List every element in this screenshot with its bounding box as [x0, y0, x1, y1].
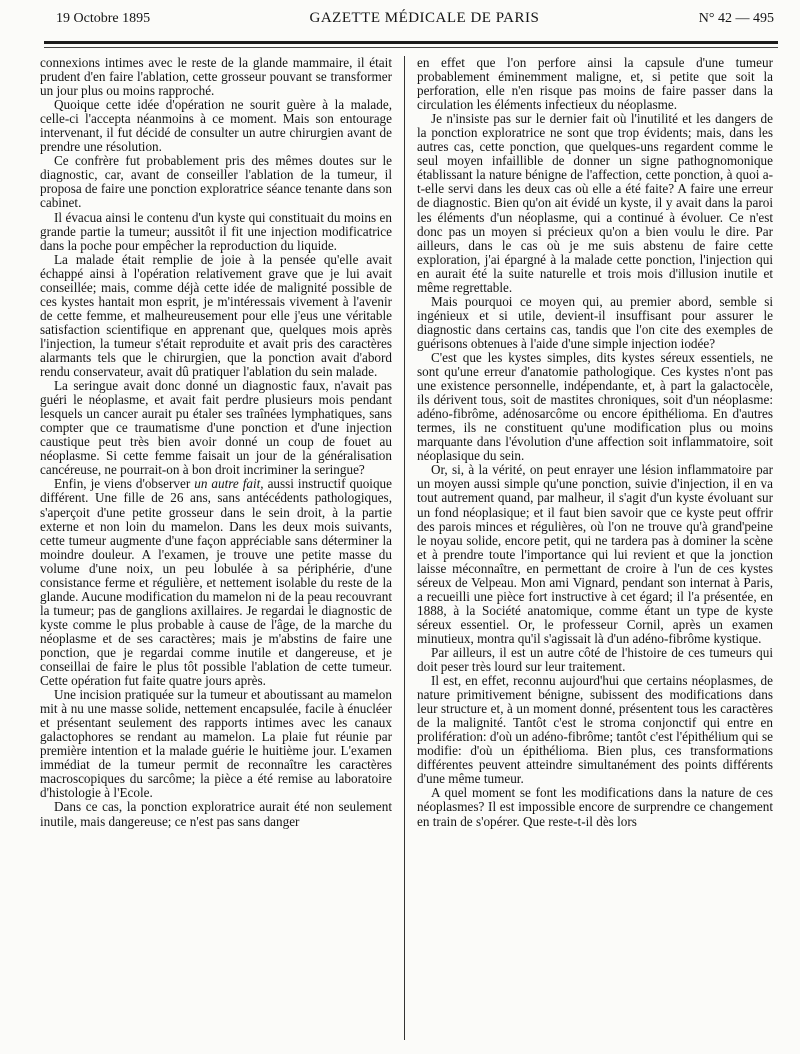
- header-rule: [44, 41, 778, 44]
- paragraph: Je n'insiste pas sur le dernier fait où l'inutilité et les dangers de la ponction exploratrice ne sont que trop évidents; mais, dans les autres cas, cette ponction, que quelques-uns regardent comme le seul moyen infaillible de donner un signe pathognomonique établissant la nature bénigne de l'affection, cette ponction, à quoi a-t-elle servi dans les deux cas où elle a été faite? A faire une erreur de diagnostic. Bien qu'on ait évidé un kyste, il y avait dans la paroi les éléments d'un néoplasme, qui a continué à évoluer. Ce n'est donc pas un moyen si précieux qu'on a bien voulu le dire. Par ailleurs, dans le cas où je me suis abstenu de faire cette exploration, j'ai épargné à la malade cette ponction, l'injection qui en aurait été la suite naturelle et trois mois d'illusion inutile et même regrettable.: [417, 111, 773, 295]
- paragraph: La seringue avait donc donné un diagnostic faux, n'avait pas guéri le néoplasme, et avait fait perdre plusieurs mois pendant lesquels un cancer aurait pu étaler ses traînées lymphatiques, sans compter que ce traumatisme d'une ponction et d'une injection caustique peut très bien avoir donné un coup de fouet au néoplasme. Si cette femme faisait un jour de la généralisation cancéreuse, ne pourrait-on à bon droit incriminer la seringue?: [40, 378, 392, 478]
- paragraph: Par ailleurs, il est un autre côté de l'histoire de ces tumeurs qui doit peser très lourd sur leur traitement.: [417, 644, 773, 675]
- paragraph: connexions intimes avec le reste de la glande mammaire, il était prudent d'en faire l'ablation, cette grosseur pouvant se transformer un jour plus ou moins rapproché.: [40, 56, 392, 99]
- paragraph: Ce confrère fut probablement pris des mêmes doutes sur le diagnostic, car, avant de conseiller l'ablation de la tumeur, il proposa de faire une ponction exploratrice séance tenante dans son cabinet.: [40, 153, 392, 211]
- column-divider: [404, 56, 405, 1040]
- emphasis-text: un autre fait: [194, 476, 261, 492]
- paragraph: Il est, en effet, reconnu aujourd'hui que certains néoplasmes, de nature primitivement bénigne, subissent des modifications dans leur structure et, à un moment donné, présentent tous les caractères de la malignité. Tantôt c'est le stroma conjonctif qui entre en prolifération: d'où un adéno-fibrôme; tantôt c'est l'épithélium qui se modifie: d'où un épithélioma. Bien plus, ces transformations différentes peuvent atteindre simultanément des points différents d'une même tumeur.: [417, 673, 773, 787]
- journal-title: GAZETTE MÉDICALE DE PARIS: [309, 10, 540, 26]
- header-rule-thin: [44, 47, 778, 48]
- paragraph: Or, si, à la vérité, on peut enrayer une lésion inflammatoire par un moyen aussi simple qu'une ponction, suivie d'injection, il en va tout autrement quand, par malheur, il s'agit d'un kyste évoluant sur un fond néoplasique; et il faut bien savoir que ce kyste peut offrir des parois minces et régulières, où l'on ne trouve qu'à grand'peine le noyau solide, encore petit, qui ne tardera pas à dominer la scène et à prendre toute l'importance qui lui revient et que la jonction laisse méconnaître, en permettant de croire à l'un de ces kystes séreux de Velpeau. Mon ami Vignard, pendant son internat à Paris, a recueilli une pièce fort instructive à cet égard; il l'a présentée, en 1888, à la Société anatomique, comme étant un type de kyste séreux essentiel. Or, le professeur Cornil, après un examen minutieux, montra qu'il s'agissait là d'un adéno-fibrôme kystique.: [417, 462, 773, 646]
- paragraph: Dans ce cas, la ponction exploratrice aurait été non seulement inutile, mais dangereuse; ce n'est pas sans danger: [40, 799, 392, 829]
- paragraph: Mais pourquoi ce moyen qui, au premier abord, semble si ingénieux et si utile, devient-il insuffisant pour assurer le diagnostic dans certains cas, tandis que l'on cite des exemples de guérisons obtenues à l'aide d'une simple injection iodée?: [417, 293, 773, 351]
- paragraph: La malade était remplie de joie à la pensée qu'elle avait échappé ainsi à l'opération relativement grave que je lui avait conseillée; mais, comme déjà cette idée de malignité possible de ces kystes hantait mon esprit, je m'intéressais vivement à l'avenir de cette femme, et malheureusement pour elle j'eus une véritable satisfaction scientifique en apprenant que, quelques mois après l'injection, la tumeur s'était reproduite et avait pris des caractères alarmants tels que le chirurgien, que la ponction avait d'abord rendu conservateur, avait dû pratiquer l'ablation du sein malade.: [40, 251, 392, 380]
- page-header: [56, 10, 774, 34]
- paragraph: Quoique cette idée d'opération ne sourit guère à la malade, celle-ci l'accepta néanmoins à ce moment. Mais son entourage intervenant, il fut décidé de consulter un autre chirurgien avant de prendre une résolution.: [40, 97, 392, 155]
- paragraph: [40, 477, 392, 688]
- paragraph-text: , aussi instructif quoique différent. Une fille de 26 ans, sans antécédents pathologiques, s'aperçoit d'une petite grosseur dans le sein droit, à la partie externe et non loin du mamelon. Dans les deux mois suivants, cette tumeur augmente d'une façon appréciable sans déterminer la moindre douleur. A l'examen, je trouve une petite masse du volume d'une noix, un peu lobulée à sa périphérie, d'une consistance ferme et régulière, et nettement isolable du reste de la glande. Aucune modification du mamelon ni de la peau recouvrant la tumeur; pas de ganglions axillaires. Je regardai le diagnostic de kyste comme le plus probable à cause de l'âge, de la marche du néoplasme et de ses caractères; mais je m'abstins de faire une ponction, que je regardai comme inutile et dangereuse, et je conseillai de faire le plus tôt possible l'ablation de cette tumeur. Cette opération fut faite quatre jours après.: [40, 476, 392, 689]
- issue-date: 19 Octobre 1895: [56, 11, 151, 26]
- paragraph-text: Enfin, je viens d'observer: [54, 476, 195, 492]
- paragraph: en effet que l'on perfore ainsi la capsule d'une tumeur probablement éminemment maligne, et, si petite que soit la perforation, elle n'en risque pas moins de faire passer dans la circulation les éléments infectieux du néoplasme.: [417, 56, 773, 113]
- paragraph: A quel moment se font les modifications dans la nature de ces néoplasmes? Il est impossible encore de surprendre ce changement en train de s'opérer. Que reste-t-il dès lors: [417, 785, 773, 829]
- paragraph: C'est que les kystes simples, dits kystes séreux essentiels, ne sont qu'une erreur d'anatomie pathologique. Ces kystes n'ont pas une existence personnelle, indépendante, et, à part la galactocèle, ils dérivent tous, soit de mastites chroniques, soit d'un néoplasme: adéno-fibrôme, adénosarcôme ou encore épithélioma. En d'autres termes, ils ne constituent qu'une modification plus ou moins marquante dans l'évolution d'une affection soit inflammatoire, soit néoplasique du sein.: [417, 349, 773, 464]
- left-column: [40, 56, 392, 1042]
- paragraph: Il évacua ainsi le contenu d'un kyste qui constituait du moins en grande partie la tumeur; aussitôt il fit une injection modificatrice dans la poche pour empêcher la reproduction du liquide.: [40, 209, 392, 253]
- right-column: [417, 56, 773, 1042]
- paragraph: Une incision pratiquée sur la tumeur et aboutissant au mamelon mit à nu une masse solide, nettement encapsulée, facile à énucléer et présentant seulement des rapports intimes avec les canaux galactophores se rendant au mamelon. La plaie fut réunie par première intention et la malade guérie le huitième jour. L'examen immédiat de la tumeur permit de reconnaître les caractères macroscopiques du sarcôme; la pièce a été remise au laboratoire d'histologie à l'Ecole.: [40, 687, 392, 801]
- issue-page-number: N° 42 — 495: [698, 11, 774, 26]
